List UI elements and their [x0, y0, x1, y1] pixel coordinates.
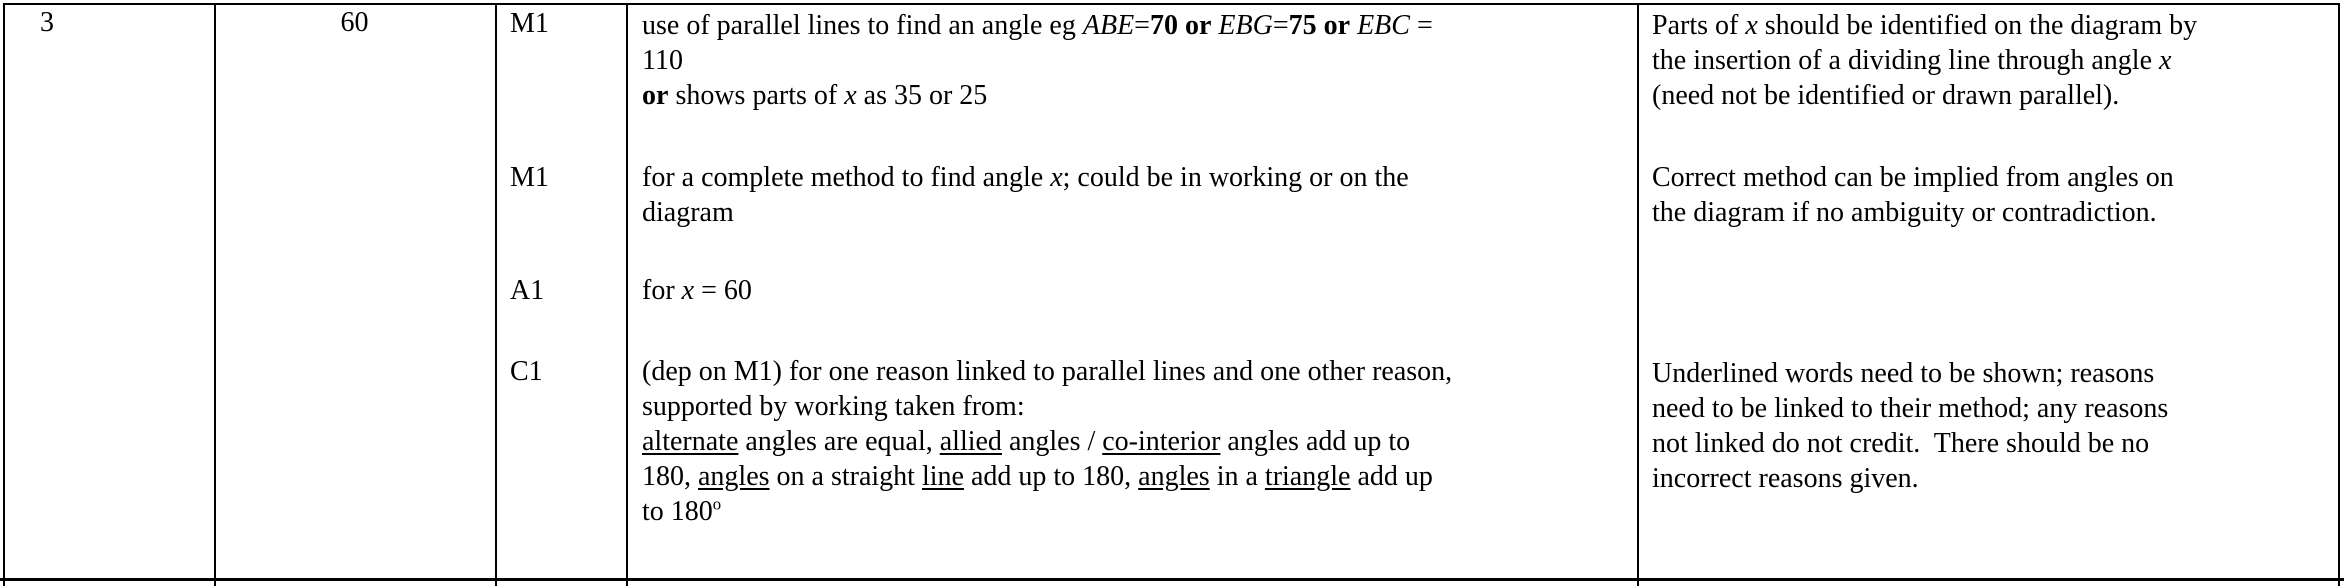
table-divider-question-answer — [214, 3, 216, 586]
notes-paragraph-implied-method: Correct method can be implied from angles on the diagram if no ambiguity or contradiction. — [1652, 162, 2174, 228]
mark-description-m1-second: for a complete method to find angle x; could be in working or on the diagram — [642, 162, 1409, 228]
mark-description-a1: for x = 60 — [642, 275, 752, 306]
table-border-row-bottom — [0, 578, 2344, 581]
mark-code-c1: C1 — [510, 356, 543, 387]
mark-code-a1: A1 — [510, 275, 545, 306]
question-number: 3 — [40, 7, 54, 38]
table-border-right — [2338, 3, 2340, 586]
mark-code-m1-second: M1 — [510, 162, 549, 193]
table-divider-answer-mark — [495, 3, 497, 586]
notes-paragraph-underlined-words: Underlined words need to be shown; reasons need to be linked to their method; any reasons not linked do not credit. There should be no incorrect reasons given. — [1652, 358, 2169, 494]
notes-paragraph-identify-parts: Parts of x should be identified on the diagram by the insertion of a dividing line through angle x (need not be identified or drawn parallel). — [1652, 10, 2198, 111]
table-divider-mark-description — [626, 3, 628, 586]
answer-value: 60 — [340, 7, 369, 38]
mark-description-m1-first: use of parallel lines to find an angle eg ABE=70 or EBG=75 or EBC = 110 or shows parts of x as 35 or 25 — [642, 10, 1433, 111]
mark-description-c1: (dep on M1) for one reason linked to parallel lines and one other reason, supported by working taken from: alternate angles are equal, allied angles / co-interior angles add up to 180, angles on a straight line add up to 180, angles in a triangle add up to 180$^o$ — [642, 356, 1453, 527]
table-border-left — [3, 3, 5, 586]
mark-code-m1-first: M1 — [510, 8, 549, 39]
table-divider-description-notes — [1637, 3, 1639, 586]
